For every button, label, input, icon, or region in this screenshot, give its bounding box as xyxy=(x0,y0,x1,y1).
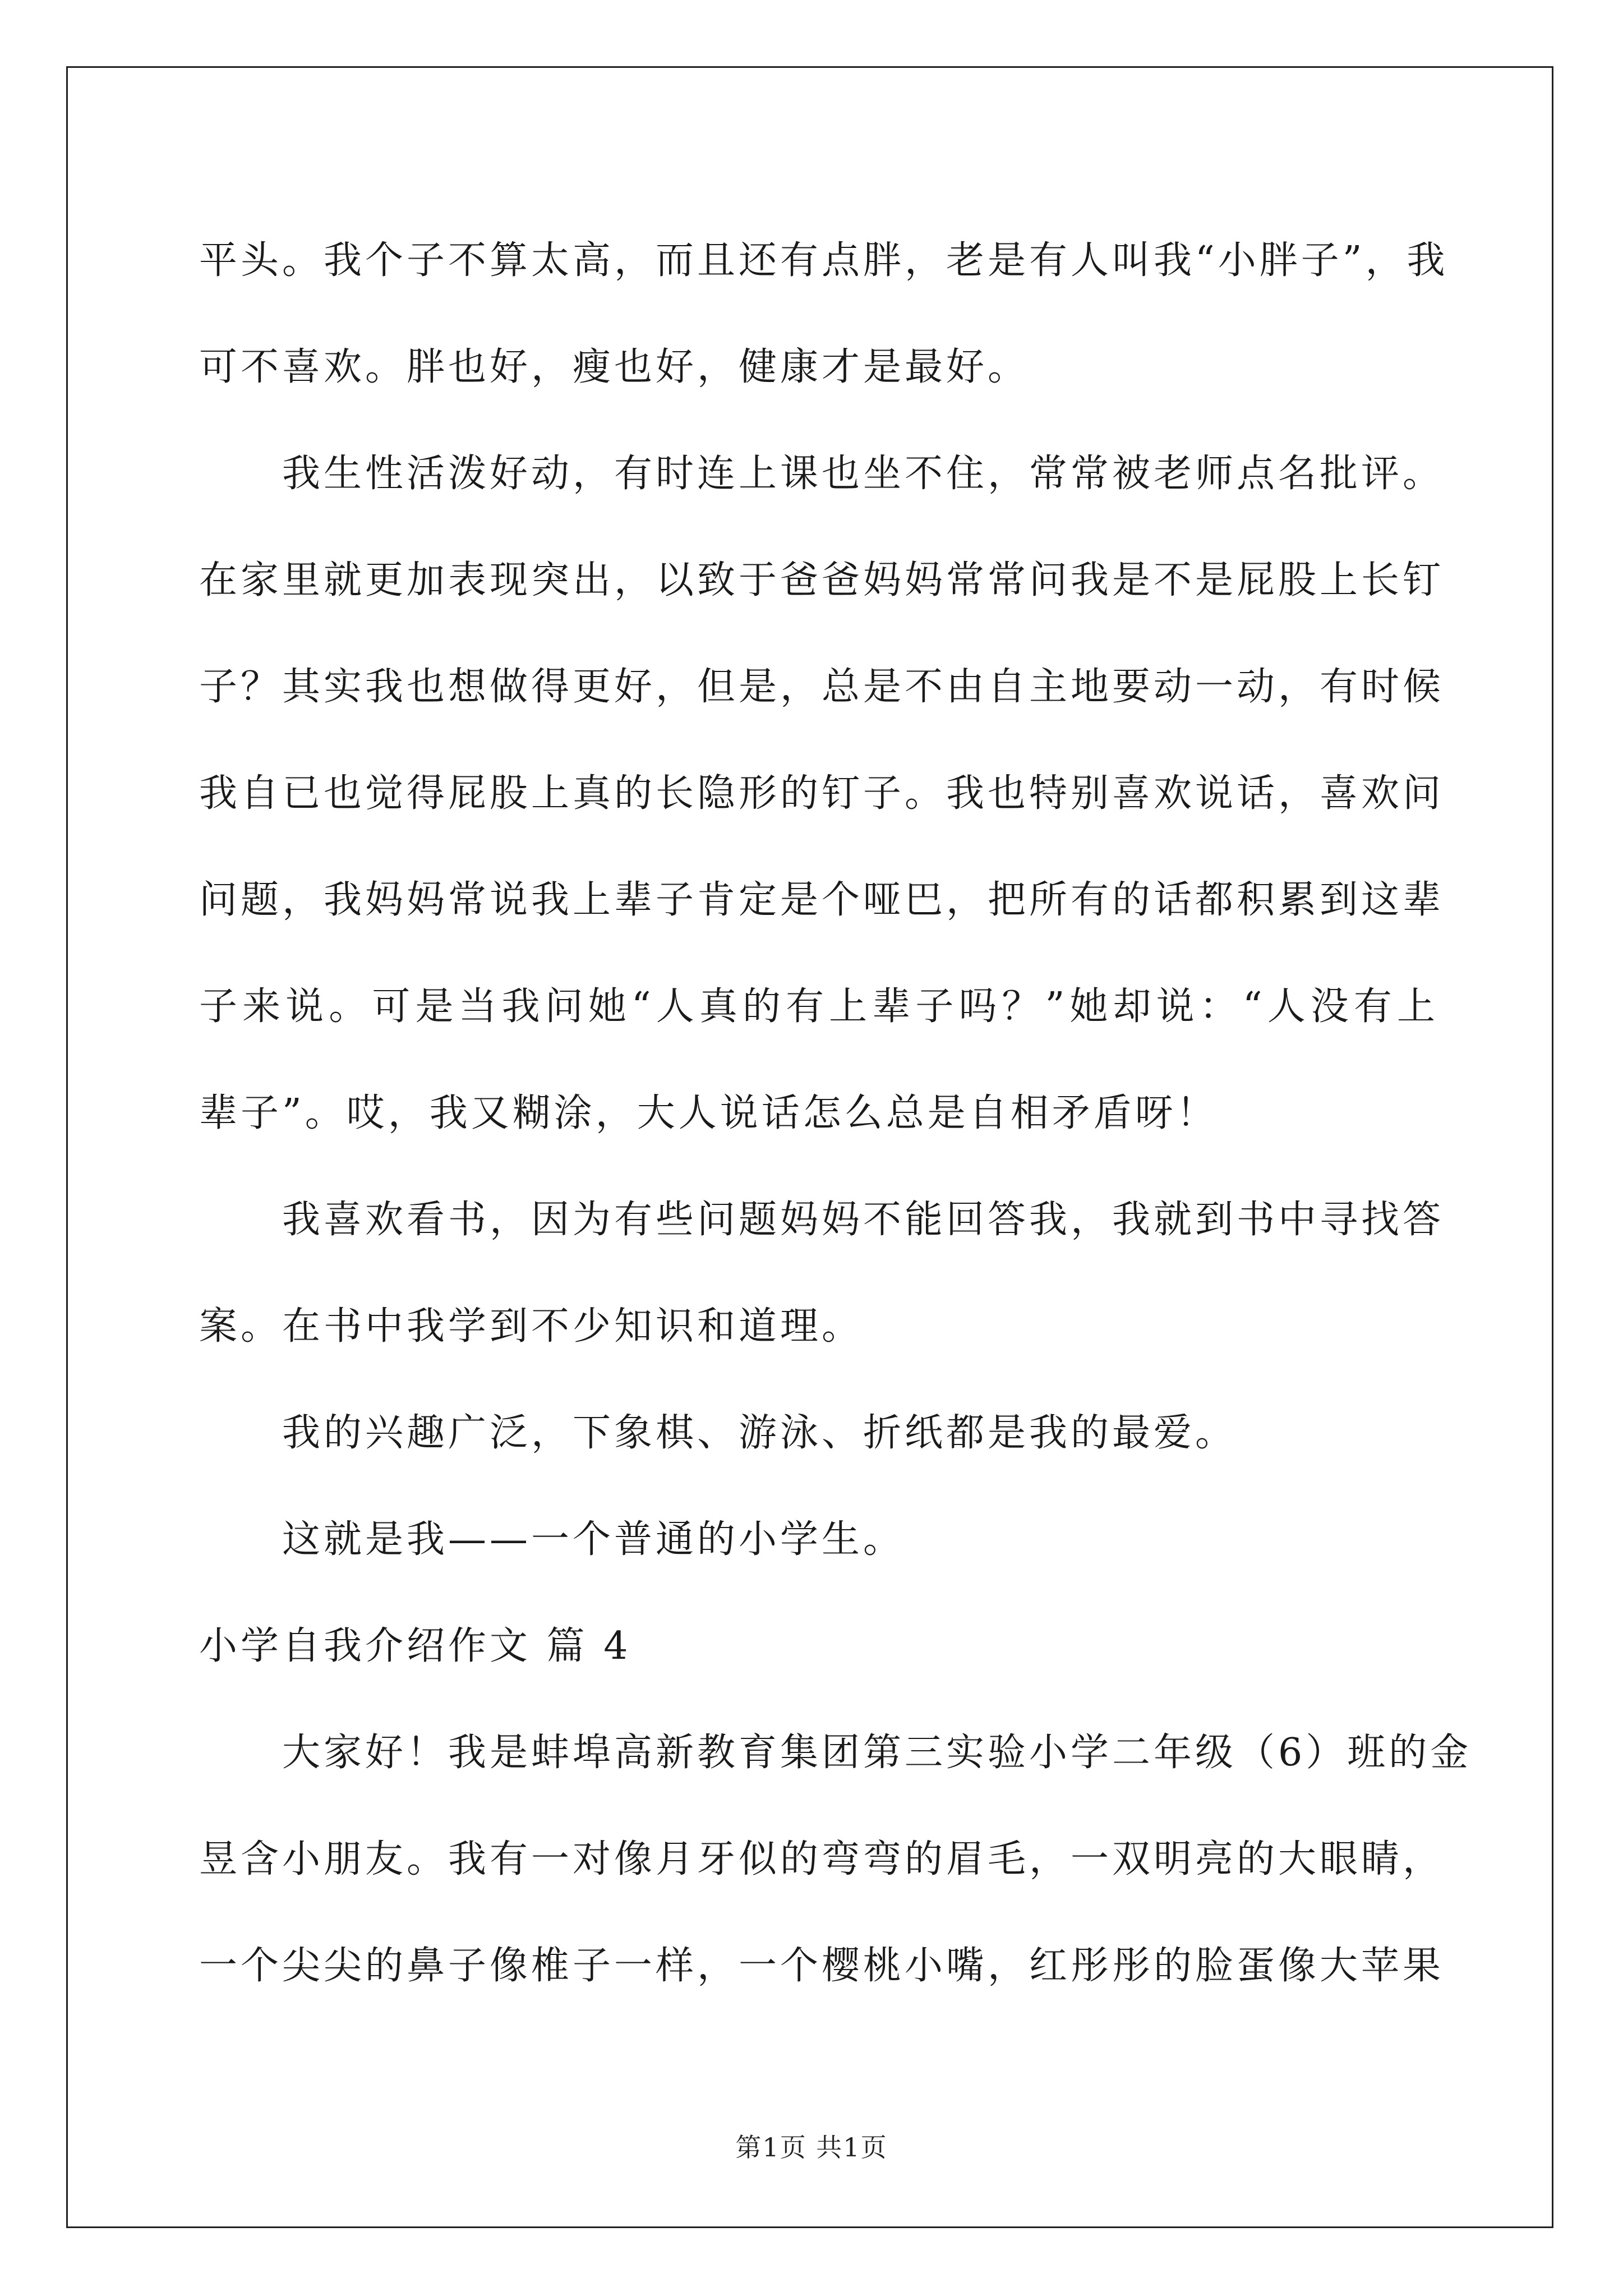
text-line: 子来说。可是当我问她“人真的有上辈子吗？”她却说：“人没有上 xyxy=(199,984,1438,1029)
text-line: 问题，我妈妈常说我上辈子肯定是个哑巴，把所有的话都积累到这辈 xyxy=(199,878,1445,922)
text-line: 在家里就更加表现突出，以致于爸爸妈妈常常问我是不是屁股上长钉 xyxy=(199,558,1445,602)
text-line: 可不喜欢。胖也好，瘦也好，健康才是最好。 xyxy=(199,345,1030,389)
paragraph-start-line: 我喜欢看书，因为有些问题妈妈不能回答我，我就到书中寻找答 xyxy=(282,1198,1445,1242)
text-line: 平头。我个子不算太高，而且还有点胖，老是有人叫我“小胖子”，我 xyxy=(199,238,1449,283)
page-footer: 第1页 共1页 xyxy=(735,2132,888,2162)
text-line: 案。在书中我学到不少知识和道理。 xyxy=(199,1304,864,1349)
text-line: 一个尖尖的鼻子像椎子一样，一个樱桃小嘴，红彤彤的脸蛋像大苹果 xyxy=(199,1944,1445,1988)
document-body xyxy=(199,208,1472,2019)
paragraph-line: 这就是我——一个普通的小学生。 xyxy=(282,1517,905,1562)
paragraph-line: 我的兴趣广泛，下象棋、游泳、折纸都是我的最爱。 xyxy=(282,1411,1237,1455)
paragraph-start-line: 大家好！我是蚌埠高新教育集团第三实验小学二年级（6）班的金 xyxy=(282,1731,1472,1775)
paragraph-start-line: 我生性活泼好动，有时连上课也坐不住，常常被老师点名批评。 xyxy=(282,452,1445,496)
text-line: 辈子”。哎，我又糊涂，大人说话怎么总是自相矛盾呀！ xyxy=(199,1091,1218,1135)
text-line: 子？其实我也想做得更好，但是，总是不由自主地要动一动，有时候 xyxy=(199,665,1445,709)
text-line: 昱含小朋友。我有一对像月牙似的弯弯的眉毛，一双明亮的大眼睛， xyxy=(199,1837,1445,1881)
section-heading: 小学自我介绍作文 篇 4 xyxy=(199,1624,631,1668)
text-line: 我自已也觉得屁股上真的长隐形的钉子。我也特别喜欢说话，喜欢问 xyxy=(199,771,1445,816)
